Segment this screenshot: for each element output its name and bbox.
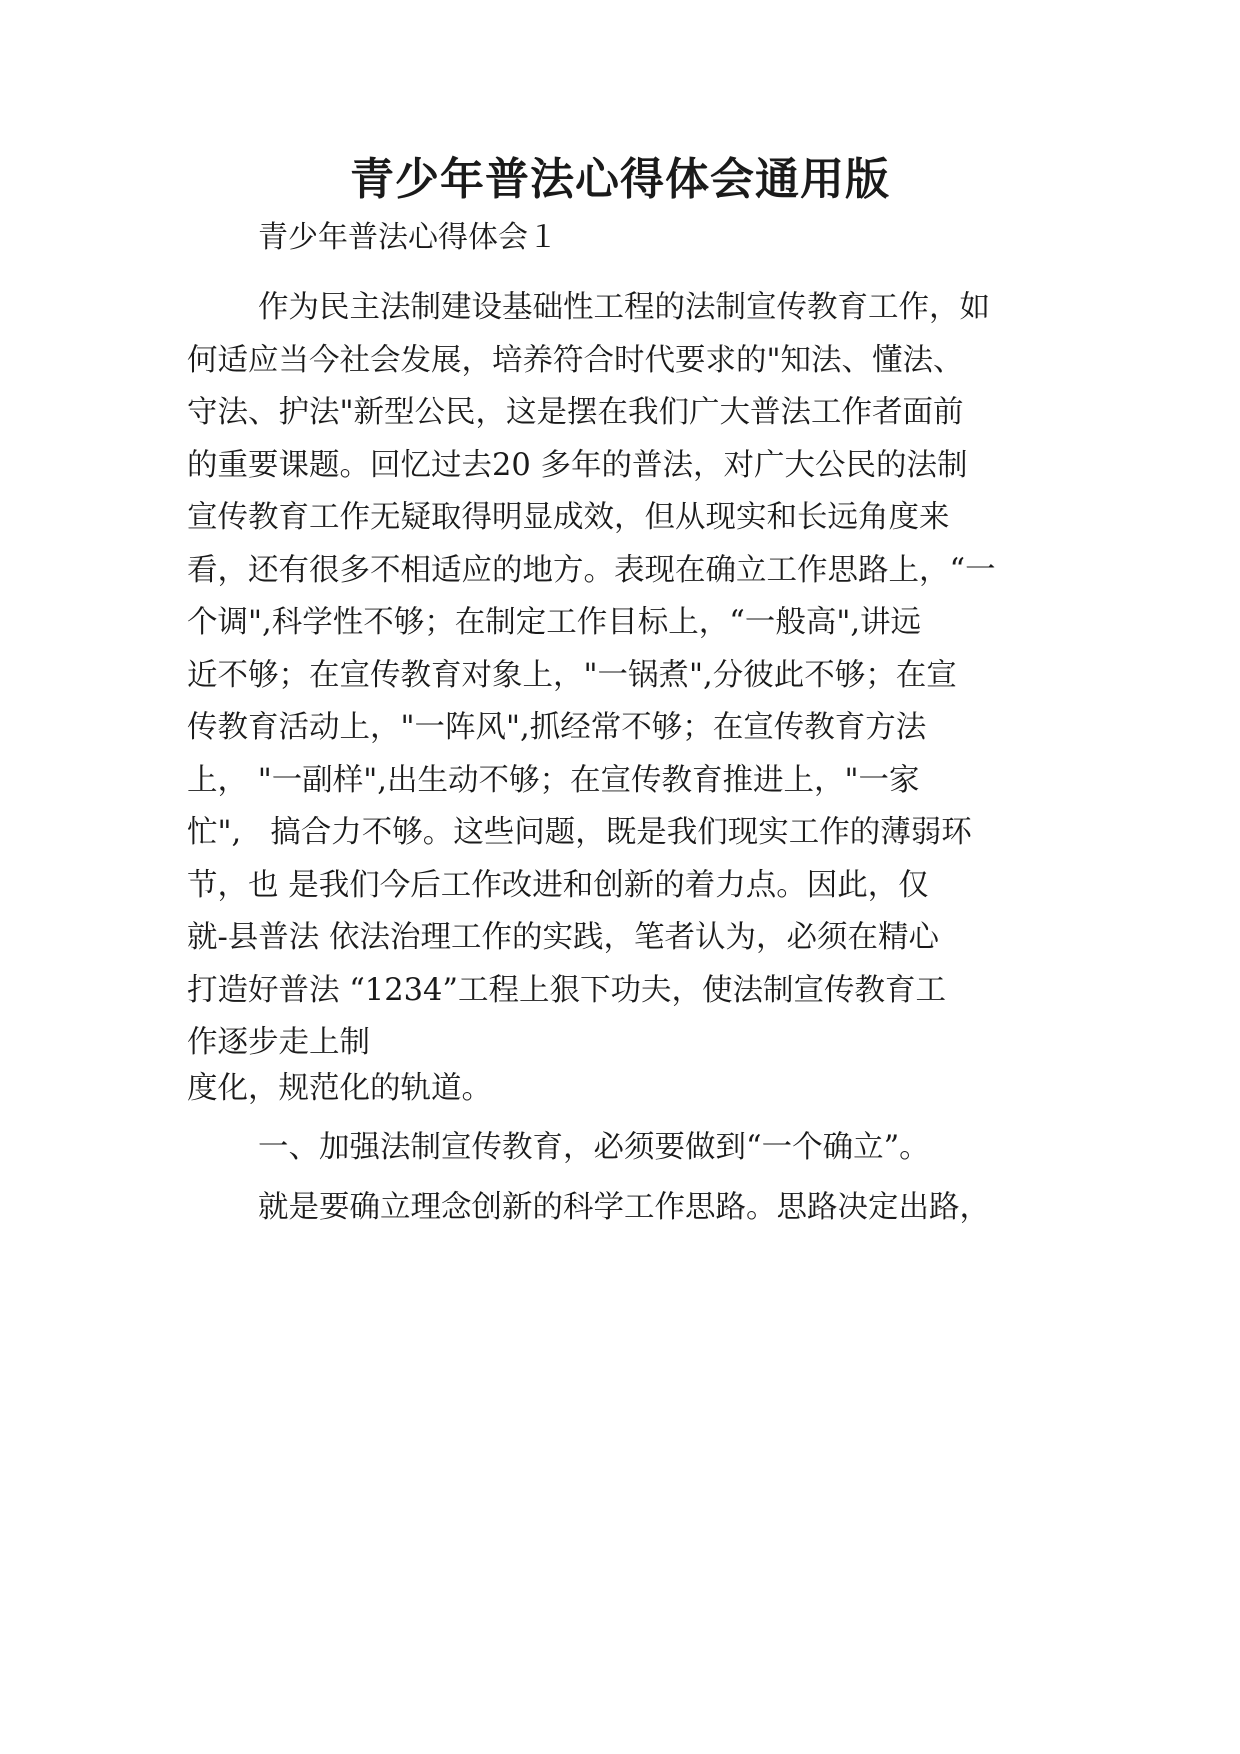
paragraph-line: 忙", 搞合力不够。这些问题，既是我们现实工作的薄弱环 (187, 815, 972, 850)
paragraph-line: 宣传教育工作无疑取得明显成效，但从现实和长远角度来 (187, 500, 950, 535)
paragraph-2: 就是要确立理念创新的科学工作思路。思路决定出路， (258, 1190, 990, 1225)
paragraph-line: 节，也 是我们今后工作改进和创新的着力点。因此，仅 (187, 867, 929, 903)
paragraph-line: 的重要课题。回忆过去20 多年的普法，对广大公民的法制 (187, 447, 968, 483)
document-subtitle: 青少年普法心得体会１ (258, 220, 558, 255)
section-heading-1: 一、加强法制宣传教育，必须要做到“一个确立”。 (258, 1130, 930, 1165)
paragraph-line: 守法、护法"新型公民，这是摆在我们广大普法工作者面前 (187, 395, 964, 430)
paragraph-line: 个调",科学性不够；在制定工作目标上，“一般高",讲远 (187, 605, 922, 640)
paragraph-line: 何适应当今社会发展，培养符合时代要求的"知法、懂法、 (187, 342, 964, 378)
paragraph-1-tail: 度化，规范化的轨道。 (187, 1071, 492, 1106)
paragraph-line: 就-县普法 依法治理工作的实践，笔者认为，必须在精心 (187, 920, 939, 955)
paragraph-line: 作为民主法制建设基础性工程的法制宣传教育工作，如 (258, 290, 990, 325)
paragraph-line: 近不够；在宣传教育对象上，"一锅煮",分彼此不够；在宣 (187, 657, 957, 693)
paragraph-line: 传教育活动上，"一阵风",抓经常不够；在宣传教育方法 (187, 710, 927, 745)
paragraph-line: 打造好普法 “1234”工程上狠下功夫，使法制宣传教育工 (187, 972, 946, 1008)
paragraph-1 (187, 282, 1067, 1070)
paragraph-line: 作逐步走上制 (187, 1025, 370, 1060)
document-title: 青少年普法心得体会通用版 (350, 154, 890, 205)
paragraph-line: 上， "一副样",出生动不够；在宣传教育推进上，"一家 (187, 762, 920, 798)
paragraph-line: 看，还有很多不相适应的地方。表现在确立工作思路上，“一 (187, 552, 996, 588)
